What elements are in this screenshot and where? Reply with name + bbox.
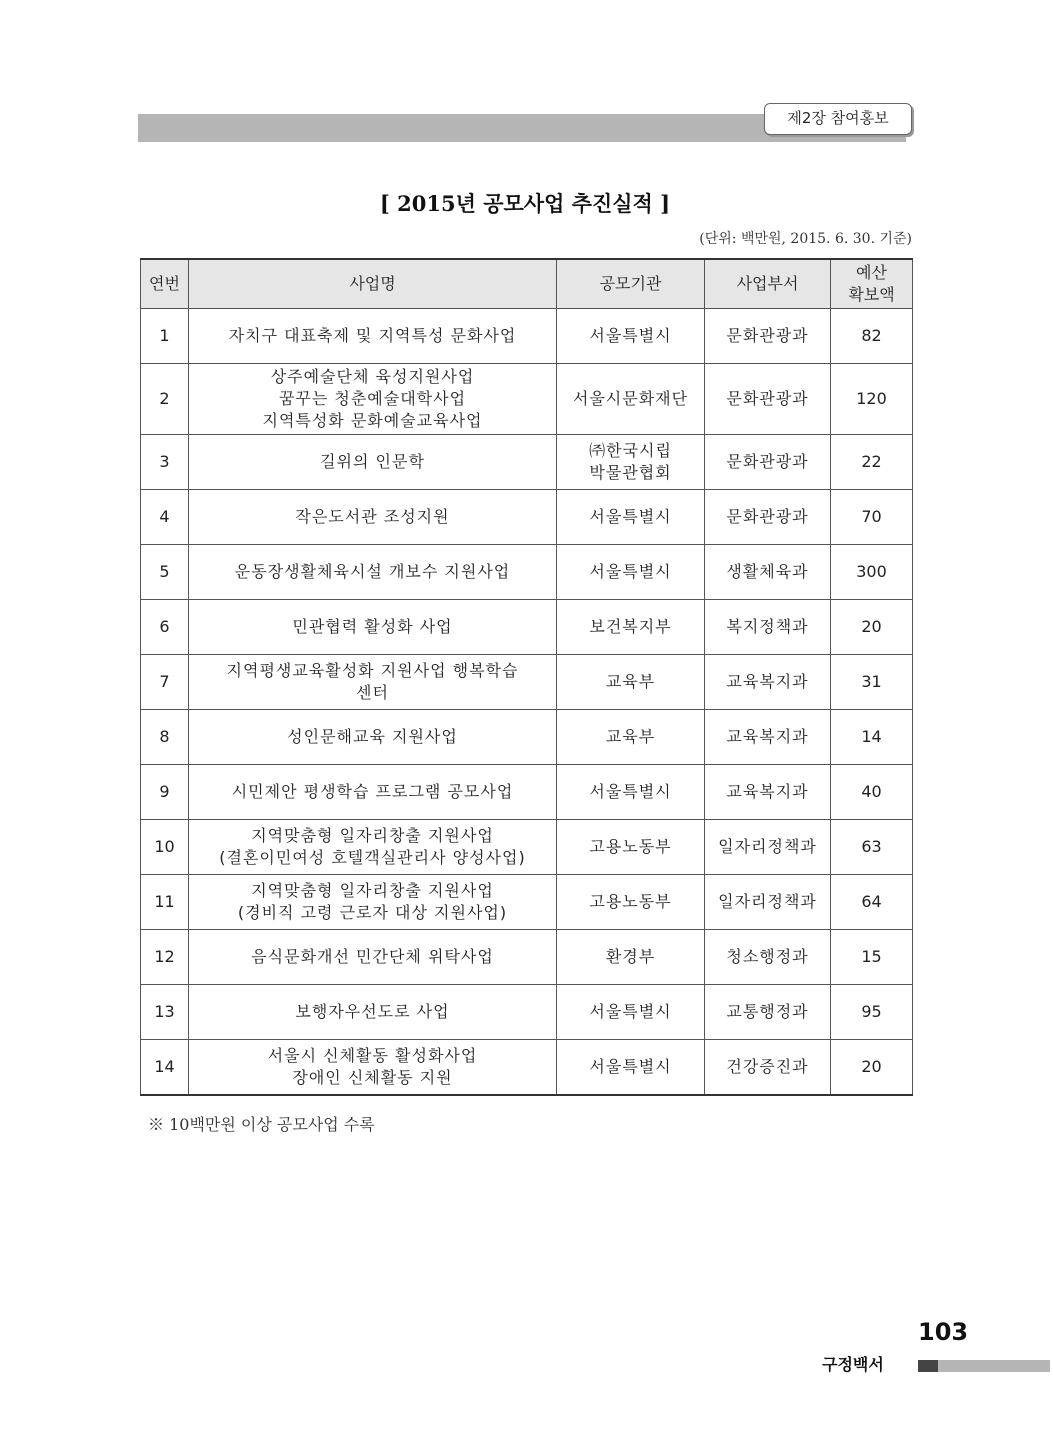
cell-name: [189, 600, 557, 655]
cell-agency: [557, 985, 705, 1040]
cell-name: [189, 875, 557, 930]
cell-dept: 건강증진과: [705, 1040, 831, 1096]
header-no: 연번: [141, 259, 189, 309]
cell-name-line: 보행자우선도로 사업: [295, 1002, 450, 1021]
cell-dept: 생활체육과: [705, 545, 831, 600]
cell-no: 11: [141, 875, 189, 930]
footer-bar-dark: [918, 1360, 938, 1372]
cell-name: [189, 1040, 557, 1096]
cell-agency: [557, 364, 705, 435]
cell-name-line: 상주예술단체 육성지원사업: [270, 367, 475, 386]
header-budget: [831, 259, 913, 309]
cell-no: 13: [141, 985, 189, 1040]
cell-name-line: 꿈꾸는 청춘예술대학사업: [278, 389, 467, 408]
table-row: [141, 655, 913, 710]
footer-bar-light: [938, 1360, 1050, 1372]
cell-name-line: 민관협력 활성화 사업: [292, 617, 453, 636]
cell-no: 2: [141, 364, 189, 435]
cell-name: [189, 309, 557, 364]
cell-agency-line: 서울특별시: [589, 1057, 672, 1076]
page-number: 103: [918, 1318, 969, 1346]
cell-budget: 64: [831, 875, 913, 930]
cell-dept: 문화관광과: [705, 364, 831, 435]
table-row: [141, 930, 913, 985]
table-row: [141, 545, 913, 600]
cell-agency-line: 고용노동부: [589, 892, 672, 911]
table-row: [141, 435, 913, 490]
cell-name-line: 지역맞춤형 일자리창출 지원사업: [251, 826, 494, 845]
cell-agency: [557, 600, 705, 655]
cell-no: 5: [141, 545, 189, 600]
cell-agency-line: ㈜한국시립: [589, 441, 672, 460]
cell-name: [189, 710, 557, 765]
cell-agency: [557, 930, 705, 985]
page-title: [ 2015년 공모사업 추진실적 ]: [379, 191, 671, 216]
table-header-row: [141, 259, 913, 309]
header-agency: 공모기관: [557, 259, 705, 309]
cell-budget: 20: [831, 600, 913, 655]
cell-agency-line: 고용노동부: [589, 837, 672, 856]
cell-budget: 95: [831, 985, 913, 1040]
cell-agency: [557, 710, 705, 765]
cell-agency-line: 서울특별시: [589, 1002, 672, 1021]
cell-agency-line: 서울특별시: [589, 562, 672, 581]
cell-no: 10: [141, 820, 189, 875]
cell-name-line: 지역맞춤형 일자리창출 지원사업: [251, 881, 494, 900]
cell-name-line: 서울시 신체활동 활성화사업: [267, 1046, 478, 1065]
cell-agency: [557, 309, 705, 364]
unit-note: (단위: 백만원, 2015. 6. 30. 기준): [699, 231, 912, 247]
cell-agency: [557, 435, 705, 490]
cell-budget: 63: [831, 820, 913, 875]
cell-agency: [557, 655, 705, 710]
cell-dept: 일자리정책과: [705, 875, 831, 930]
cell-no: 12: [141, 930, 189, 985]
cell-name-line: 자치구 대표축제 및 지역특성 문화사업: [228, 326, 517, 345]
table-row: [141, 710, 913, 765]
cell-name: [189, 435, 557, 490]
cell-name: [189, 655, 557, 710]
chapter-tab: 제2장 참여홍보: [764, 103, 912, 135]
cell-no: 9: [141, 765, 189, 820]
cell-agency-line: 환경부: [605, 947, 656, 966]
cell-agency: [557, 545, 705, 600]
table-row: [141, 875, 913, 930]
cell-dept: 일자리정책과: [705, 820, 831, 875]
cell-name: [189, 930, 557, 985]
cell-agency-line: 교육부: [605, 727, 656, 746]
cell-budget: 15: [831, 930, 913, 985]
cell-dept: 청소행정과: [705, 930, 831, 985]
cell-dept: 교통행정과: [705, 985, 831, 1040]
cell-budget: 31: [831, 655, 913, 710]
table-row: [141, 1040, 913, 1096]
table-body: [141, 309, 913, 1096]
cell-budget: 82: [831, 309, 913, 364]
cell-agency-line: 보건복지부: [589, 617, 672, 636]
cell-dept: 교육복지과: [705, 765, 831, 820]
project-table: [140, 258, 913, 1096]
cell-budget: 20: [831, 1040, 913, 1096]
header-dept: 사업부서: [705, 259, 831, 309]
cell-name-line: 길위의 인문학: [320, 452, 425, 471]
cell-name: [189, 545, 557, 600]
cell-budget: 14: [831, 710, 913, 765]
table-row: [141, 820, 913, 875]
cell-budget: 40: [831, 765, 913, 820]
cell-no: 3: [141, 435, 189, 490]
cell-agency: [557, 875, 705, 930]
footnote: ※ 10백만원 이상 공모사업 수록: [148, 1115, 375, 1134]
cell-agency-line: 교육부: [605, 672, 656, 691]
cell-budget: 300: [831, 545, 913, 600]
table-row: [141, 765, 913, 820]
cell-name: [189, 820, 557, 875]
cell-dept: 복지정책과: [705, 600, 831, 655]
cell-no: 7: [141, 655, 189, 710]
table-row: [141, 985, 913, 1040]
cell-dept: 문화관광과: [705, 435, 831, 490]
cell-name: [189, 985, 557, 1040]
header-budget-line1: 예산: [856, 263, 887, 282]
cell-agency: [557, 765, 705, 820]
cell-dept: 교육복지과: [705, 710, 831, 765]
cell-name-line: 지역특성화 문화예술교육사업: [262, 411, 483, 430]
cell-name-line: 성인문해교육 지원사업: [287, 727, 458, 746]
cell-agency-line: 박물관협회: [589, 463, 672, 482]
cell-name-line: 센터: [356, 683, 389, 702]
header-budget-line2: 확보액: [848, 285, 895, 304]
cell-name-line: 시민제안 평생학습 프로그램 공모사업: [231, 782, 514, 801]
cell-agency-line: 서울시문화재단: [572, 389, 689, 408]
book-title: 구정백서: [822, 1355, 884, 1374]
cell-agency: [557, 1040, 705, 1096]
cell-no: 14: [141, 1040, 189, 1096]
cell-agency-line: 서울특별시: [589, 326, 672, 345]
cell-dept: 문화관광과: [705, 309, 831, 364]
header-name: 사업명: [189, 259, 557, 309]
cell-budget: 22: [831, 435, 913, 490]
cell-no: 1: [141, 309, 189, 364]
cell-budget: 70: [831, 490, 913, 545]
table-row: [141, 600, 913, 655]
cell-dept: 교육복지과: [705, 655, 831, 710]
cell-no: 4: [141, 490, 189, 545]
cell-name-line: 작은도서관 조성지원: [295, 507, 450, 526]
cell-name-line: 음식문화개선 민간단체 위탁사업: [251, 947, 494, 966]
cell-name-line: 장애인 신체활동 지원: [292, 1068, 453, 1087]
cell-name-line: 운동장생활체육시설 개보수 지원사업: [234, 562, 511, 581]
cell-agency: [557, 820, 705, 875]
cell-no: 6: [141, 600, 189, 655]
cell-agency-line: 서울특별시: [589, 782, 672, 801]
cell-no: 8: [141, 710, 189, 765]
cell-name: [189, 765, 557, 820]
table-row: [141, 490, 913, 545]
cell-name: [189, 490, 557, 545]
cell-budget: 120: [831, 364, 913, 435]
table-row: [141, 309, 913, 364]
table-row: [141, 364, 913, 435]
cell-name: [189, 364, 557, 435]
cell-name-line: 지역평생교육활성화 지원사업 행복학습: [226, 661, 519, 680]
cell-name-line: (경비직 고령 근로자 대상 지원사업): [237, 903, 508, 922]
cell-agency: [557, 490, 705, 545]
cell-dept: 문화관광과: [705, 490, 831, 545]
cell-name-line: (결혼이민여성 호텔객실관리사 양성사업): [219, 848, 526, 867]
cell-agency-line: 서울특별시: [589, 507, 672, 526]
